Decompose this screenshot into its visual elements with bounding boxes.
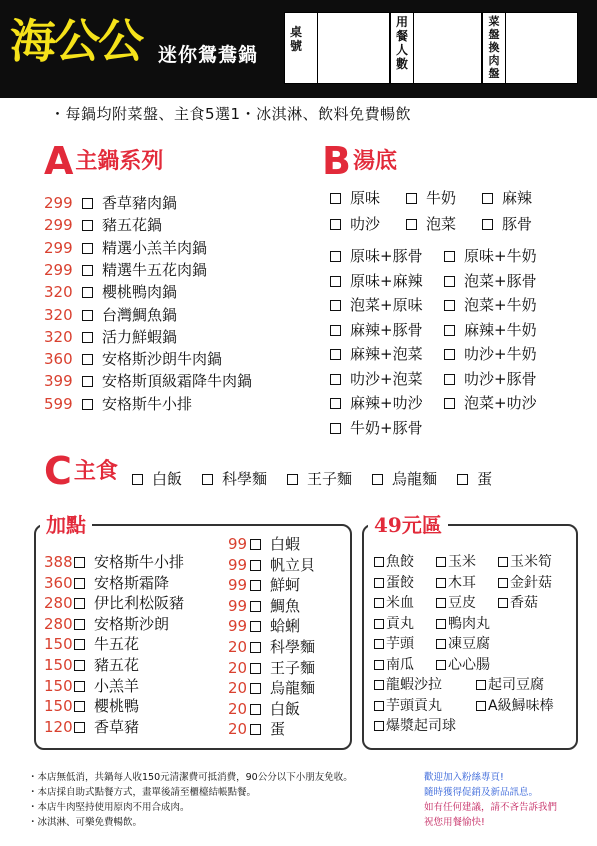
zone49-item[interactable] bbox=[476, 675, 544, 695]
checkbox[interactable] bbox=[74, 660, 85, 671]
addon-item[interactable] bbox=[44, 655, 139, 675]
staple-option[interactable] bbox=[202, 470, 267, 488]
checkbox[interactable] bbox=[330, 276, 341, 287]
broth-name: 豚骨 bbox=[502, 215, 533, 233]
checkbox[interactable] bbox=[250, 683, 261, 694]
item-name: 安格斯頂級霜降牛肉鍋 bbox=[102, 372, 253, 391]
addon-item[interactable] bbox=[228, 555, 315, 575]
item-name: 安格斯霜降 bbox=[94, 573, 170, 592]
staple-option[interactable] bbox=[132, 470, 182, 488]
item-name: 蛋餃 bbox=[386, 574, 414, 591]
broth-option[interactable] bbox=[406, 186, 456, 211]
item-price: 388 bbox=[44, 553, 73, 571]
broth-combo-option[interactable] bbox=[330, 318, 423, 343]
checkbox[interactable] bbox=[330, 300, 341, 311]
checkbox[interactable] bbox=[444, 300, 455, 311]
item-price: 399 bbox=[44, 372, 73, 391]
checkbox[interactable] bbox=[330, 398, 341, 409]
checkbox[interactable] bbox=[406, 193, 417, 204]
checkbox[interactable] bbox=[476, 701, 486, 711]
item-name: 蛤蜊 bbox=[270, 617, 301, 636]
item-name: 豬五花 bbox=[94, 656, 140, 674]
footer-note: ・本店採自助式點餐方式，畫單後請至櫃檯結帳點餐。 bbox=[28, 787, 257, 798]
addon-item[interactable] bbox=[228, 616, 300, 636]
broth-name: 原味+牛奶 bbox=[464, 247, 537, 265]
addon-item[interactable] bbox=[44, 614, 169, 634]
zone49-title: 49元區 bbox=[368, 514, 448, 536]
broth-name: 麻辣+牛奶 bbox=[464, 320, 537, 339]
broth-combo-option[interactable] bbox=[330, 367, 423, 392]
checkbox[interactable] bbox=[287, 474, 298, 485]
item-name: 科學麵 bbox=[270, 638, 316, 656]
menu-item[interactable] bbox=[44, 214, 162, 236]
staple-name: 王子麵 bbox=[307, 470, 353, 488]
item-price: 20 bbox=[228, 658, 248, 677]
checkbox[interactable] bbox=[374, 598, 384, 608]
zone49-item[interactable] bbox=[374, 614, 414, 634]
broth-option[interactable] bbox=[330, 186, 380, 211]
checkbox[interactable] bbox=[82, 265, 93, 276]
party-size-label: 用餐人數 bbox=[395, 15, 408, 71]
section-b-title: 湯底 bbox=[352, 148, 397, 174]
item-name: 豬五花鍋 bbox=[102, 216, 163, 235]
item-name: 安格斯沙朗牛肉鍋 bbox=[102, 350, 223, 369]
footer-fanpage bbox=[424, 770, 594, 830]
addon-item[interactable] bbox=[228, 637, 315, 657]
menu-item[interactable] bbox=[44, 281, 177, 303]
veg-to-meat-field[interactable] bbox=[482, 12, 578, 84]
broth-option[interactable] bbox=[482, 186, 532, 211]
checkbox[interactable] bbox=[74, 619, 85, 630]
intro-note: ・每鍋均附菜盤、主食5選1・冰淇淋、飲料免費暢飲 bbox=[50, 105, 412, 123]
broth-name: 泡菜+原味 bbox=[350, 296, 423, 314]
item-name: 香草豬肉鍋 bbox=[102, 194, 178, 212]
section-a-letter: A bbox=[44, 139, 74, 183]
checkbox[interactable] bbox=[498, 578, 508, 588]
zone49-item[interactable] bbox=[374, 655, 414, 675]
broth-combo-option[interactable] bbox=[330, 391, 423, 416]
item-name: 心心腸 bbox=[448, 656, 490, 673]
menu-item[interactable] bbox=[44, 192, 177, 214]
addon-item[interactable] bbox=[228, 699, 300, 719]
checkbox[interactable] bbox=[482, 219, 493, 230]
checkbox[interactable] bbox=[374, 701, 384, 711]
item-price: 99 bbox=[228, 617, 248, 636]
menu-item[interactable] bbox=[44, 393, 192, 415]
checkbox[interactable] bbox=[374, 578, 384, 588]
table-number-label: 桌號 bbox=[289, 25, 302, 53]
checkbox[interactable] bbox=[444, 374, 455, 385]
broth-name: 叻沙+牛奶 bbox=[464, 345, 537, 363]
zone49-item[interactable] bbox=[374, 675, 442, 695]
addon-item[interactable] bbox=[44, 676, 139, 696]
zone49-item[interactable] bbox=[374, 696, 442, 716]
item-name: A級鱘味棒 bbox=[488, 697, 554, 714]
addon-item[interactable] bbox=[44, 573, 169, 593]
broth-name: 叻沙+豚骨 bbox=[464, 369, 537, 388]
checkbox[interactable] bbox=[82, 376, 93, 387]
item-name: 精選牛五花肉鍋 bbox=[102, 260, 208, 279]
addon-item[interactable] bbox=[228, 719, 285, 739]
broth-name: 泡菜+豚骨 bbox=[464, 271, 537, 290]
broth-combo-option[interactable] bbox=[444, 342, 537, 367]
item-price: 20 bbox=[228, 638, 248, 656]
item-name: 香菇 bbox=[510, 595, 538, 611]
zone49-item[interactable] bbox=[436, 552, 476, 572]
item-name: 蛋 bbox=[270, 720, 286, 739]
staple-name: 白飯 bbox=[152, 470, 183, 488]
item-price: 280 bbox=[44, 594, 73, 613]
checkbox[interactable] bbox=[82, 354, 93, 365]
zone49-item[interactable] bbox=[476, 696, 554, 716]
staple-option[interactable] bbox=[372, 470, 437, 488]
item-name: 白飯 bbox=[270, 699, 301, 718]
zone49-item[interactable] bbox=[374, 552, 414, 572]
checkbox[interactable] bbox=[82, 399, 93, 410]
checkbox[interactable] bbox=[444, 276, 455, 287]
item-name: 起司豆腐 bbox=[488, 677, 544, 693]
section-c-title: 主食 bbox=[73, 458, 118, 484]
item-name: 王子麵 bbox=[270, 658, 316, 677]
checkbox[interactable] bbox=[444, 251, 455, 262]
broth-name: 叻沙+泡菜 bbox=[350, 369, 423, 388]
item-price: 299 bbox=[44, 194, 73, 212]
item-name: 豆皮 bbox=[448, 595, 476, 611]
item-price: 20 bbox=[228, 699, 248, 718]
staple-name: 蛋 bbox=[477, 470, 493, 488]
zone49-item[interactable] bbox=[436, 614, 490, 634]
checkbox[interactable] bbox=[82, 220, 93, 231]
checkbox[interactable] bbox=[330, 325, 341, 336]
item-name: 台灣鯛魚鍋 bbox=[102, 305, 178, 324]
item-name: 龍蝦沙拉 bbox=[386, 677, 442, 693]
zone49-item[interactable] bbox=[436, 593, 476, 613]
checkbox[interactable] bbox=[498, 557, 508, 567]
section-c-list bbox=[132, 468, 512, 489]
broth-combo-option[interactable] bbox=[330, 342, 423, 367]
menu-item[interactable] bbox=[44, 237, 207, 259]
zone49-item[interactable] bbox=[436, 573, 476, 593]
checkbox[interactable] bbox=[74, 681, 85, 692]
item-price: 99 bbox=[228, 576, 248, 595]
item-name: 玉米 bbox=[448, 554, 476, 570]
broth-name: 泡菜+牛奶 bbox=[464, 296, 537, 314]
checkbox[interactable] bbox=[436, 578, 446, 588]
staple-option[interactable] bbox=[287, 470, 352, 488]
broth-name: 原味+麻辣 bbox=[350, 271, 423, 290]
item-price: 360 bbox=[44, 573, 73, 592]
checkbox[interactable] bbox=[202, 474, 213, 485]
checkbox[interactable] bbox=[74, 701, 85, 712]
item-price: 20 bbox=[228, 720, 248, 739]
menu-item[interactable] bbox=[44, 259, 207, 281]
section-b-letter: B bbox=[322, 139, 351, 183]
item-name: 鮮蚵 bbox=[270, 576, 301, 595]
broth-combo-option[interactable] bbox=[330, 244, 423, 269]
broth-combo-option[interactable] bbox=[444, 293, 537, 318]
menu-item[interactable] bbox=[44, 304, 177, 326]
zone49-item[interactable] bbox=[436, 655, 490, 675]
item-name: 白蝦 bbox=[270, 535, 301, 553]
item-name: 安格斯牛小排 bbox=[94, 553, 185, 571]
broth-combo-option[interactable] bbox=[444, 391, 537, 416]
broth-combo-option[interactable] bbox=[444, 244, 537, 269]
footer-fanpage-line: 隨時獲得促銷及新品訊息。 bbox=[424, 787, 539, 798]
item-price: 360 bbox=[44, 350, 73, 369]
checkbox[interactable] bbox=[457, 474, 468, 485]
zone49-item[interactable] bbox=[498, 552, 552, 572]
item-name: 安格斯沙朗 bbox=[94, 614, 170, 633]
item-price: 599 bbox=[44, 394, 73, 413]
item-name: 帆立貝 bbox=[270, 555, 316, 574]
checkbox[interactable] bbox=[374, 680, 384, 690]
item-name: 南瓜 bbox=[386, 656, 414, 673]
broth-combo-option[interactable] bbox=[330, 293, 423, 318]
broth-combo-option[interactable] bbox=[330, 416, 423, 441]
checkbox[interactable] bbox=[330, 374, 341, 385]
zone49-item[interactable] bbox=[498, 593, 538, 613]
broth-name: 牛奶+豚骨 bbox=[350, 418, 423, 437]
checkbox[interactable] bbox=[374, 660, 384, 670]
broth-combo-option[interactable] bbox=[444, 318, 537, 343]
item-name: 木耳 bbox=[448, 574, 476, 591]
footer-fanpage-line: 祝您用餐愉快! bbox=[424, 817, 485, 828]
item-price: 150 bbox=[44, 635, 73, 654]
checkbox[interactable] bbox=[436, 619, 446, 629]
checkbox[interactable] bbox=[372, 474, 383, 485]
item-name: 伊比利松阪豬 bbox=[94, 594, 185, 613]
footer-note: ・冰淇淋、可樂免費暢飲。 bbox=[28, 817, 143, 828]
item-price: 299 bbox=[44, 216, 73, 235]
broth-name: 麻辣 bbox=[502, 189, 533, 207]
section-a-heading bbox=[44, 139, 164, 183]
item-name: 貢丸 bbox=[386, 615, 414, 632]
item-name: 烏龍麵 bbox=[270, 679, 316, 698]
footer-notes bbox=[28, 770, 408, 830]
menu-item[interactable] bbox=[44, 370, 252, 392]
addon-item[interactable] bbox=[44, 717, 139, 737]
checkbox[interactable] bbox=[82, 198, 93, 209]
item-price: 299 bbox=[44, 260, 73, 279]
subtitle: 迷你鴛鴦鍋 bbox=[158, 44, 259, 66]
broth-option[interactable] bbox=[330, 212, 380, 237]
checkbox[interactable] bbox=[250, 580, 261, 591]
item-name: 鴨肉丸 bbox=[448, 615, 490, 632]
item-name: 鯛魚 bbox=[270, 596, 301, 615]
item-price: 320 bbox=[44, 283, 73, 302]
zone49-item[interactable] bbox=[498, 573, 552, 593]
addon-item[interactable] bbox=[44, 696, 139, 716]
checkbox[interactable] bbox=[330, 251, 341, 262]
broth-name: 麻辣+叻沙 bbox=[350, 394, 423, 412]
table-number-field[interactable] bbox=[284, 12, 390, 84]
item-name: 精選小羔羊肉鍋 bbox=[102, 238, 208, 257]
addon-item[interactable] bbox=[44, 552, 184, 572]
broth-name: 麻辣+泡菜 bbox=[350, 345, 423, 363]
checkbox[interactable] bbox=[74, 722, 85, 733]
section-c-letter: C bbox=[44, 449, 72, 493]
section-b-heading bbox=[322, 139, 397, 183]
checkbox[interactable] bbox=[132, 474, 143, 485]
checkbox[interactable] bbox=[498, 598, 508, 608]
checkbox[interactable] bbox=[330, 349, 341, 360]
addon-item[interactable] bbox=[228, 658, 315, 678]
staple-name: 烏龍麵 bbox=[392, 470, 438, 488]
zone49-item[interactable] bbox=[374, 593, 414, 613]
checkbox[interactable] bbox=[374, 721, 384, 731]
footer-note: ・本店牛肉堅持使用原肉不用合成肉。 bbox=[28, 802, 190, 813]
item-name: 玉米筍 bbox=[510, 554, 552, 570]
item-price: 280 bbox=[44, 614, 73, 633]
addon-item[interactable] bbox=[228, 575, 300, 595]
checkbox[interactable] bbox=[250, 704, 261, 715]
broth-name: 泡菜+叻沙 bbox=[464, 394, 537, 412]
item-price: 150 bbox=[44, 676, 73, 695]
party-size-field[interactable] bbox=[390, 12, 482, 84]
checkbox[interactable] bbox=[374, 557, 384, 567]
addons-title: 加點 bbox=[40, 514, 92, 536]
menu-item[interactable] bbox=[44, 326, 177, 348]
footer-note: ・本店無低消，共鍋每人收150元清潔費可抵消費，90公分以下小朋友免收。 bbox=[28, 772, 353, 783]
item-name: 櫻桃鴨 bbox=[94, 697, 140, 716]
broth-option[interactable] bbox=[482, 212, 532, 237]
checkbox[interactable] bbox=[444, 325, 455, 336]
checkbox[interactable] bbox=[436, 639, 446, 649]
item-name: 芋頭貢丸 bbox=[386, 697, 442, 714]
item-name: 金針菇 bbox=[510, 574, 552, 591]
checkbox[interactable] bbox=[74, 557, 85, 568]
checkbox[interactable] bbox=[250, 724, 261, 735]
item-price: 99 bbox=[228, 596, 248, 615]
broth-name: 麻辣+豚骨 bbox=[350, 320, 423, 339]
footer-fanpage-line: 如有任何建議，請不吝告訴我們 bbox=[424, 802, 558, 813]
item-name: 爆漿起司球 bbox=[386, 718, 456, 734]
logo: 海公公 bbox=[10, 14, 142, 68]
broth-combo-option[interactable] bbox=[330, 269, 423, 294]
checkbox[interactable] bbox=[250, 663, 261, 674]
item-price: 20 bbox=[228, 679, 248, 698]
addon-item[interactable] bbox=[44, 634, 139, 654]
section-a-title: 主鍋系列 bbox=[75, 148, 164, 174]
checkbox[interactable] bbox=[82, 243, 93, 254]
checkbox[interactable] bbox=[374, 619, 384, 629]
checkbox[interactable] bbox=[82, 287, 93, 298]
broth-name: 原味 bbox=[350, 189, 381, 207]
zone49-item[interactable] bbox=[374, 634, 414, 654]
item-price: 320 bbox=[44, 305, 73, 324]
checkbox[interactable] bbox=[330, 423, 341, 434]
broth-combo-option[interactable] bbox=[444, 269, 537, 294]
item-price: 150 bbox=[44, 697, 73, 716]
checkbox[interactable] bbox=[250, 642, 261, 653]
broth-name: 原味+豚骨 bbox=[350, 247, 423, 265]
item-name: 安格斯牛小排 bbox=[102, 394, 193, 413]
checkbox[interactable] bbox=[436, 557, 446, 567]
zone49-item[interactable] bbox=[374, 573, 414, 593]
checkbox[interactable] bbox=[250, 560, 261, 571]
checkbox[interactable] bbox=[74, 639, 85, 650]
addon-item[interactable] bbox=[228, 596, 300, 616]
checkbox[interactable] bbox=[330, 193, 341, 204]
item-name: 米血 bbox=[386, 595, 414, 611]
checkbox[interactable] bbox=[74, 598, 85, 609]
menu-item[interactable] bbox=[44, 348, 222, 370]
item-price: 99 bbox=[228, 535, 248, 553]
item-name: 櫻桃鴨肉鍋 bbox=[102, 283, 178, 302]
staple-name: 科學麵 bbox=[222, 470, 268, 488]
checkbox[interactable] bbox=[330, 219, 341, 230]
checkbox[interactable] bbox=[74, 578, 85, 589]
item-name: 凍豆腐 bbox=[448, 636, 490, 652]
veg-to-meat-label: 菜盤換肉盤 bbox=[488, 15, 500, 80]
checkbox[interactable] bbox=[250, 621, 261, 632]
zone49-item[interactable] bbox=[374, 716, 456, 736]
broth-name: 牛奶 bbox=[426, 189, 457, 207]
checkbox[interactable] bbox=[406, 219, 417, 230]
item-name: 魚餃 bbox=[386, 554, 414, 570]
broth-option[interactable] bbox=[406, 212, 456, 237]
item-name: 牛五花 bbox=[94, 635, 140, 654]
zone49-item[interactable] bbox=[436, 634, 490, 654]
checkbox[interactable] bbox=[250, 539, 261, 550]
broth-combo-option[interactable] bbox=[444, 367, 537, 392]
addon-item[interactable] bbox=[44, 593, 184, 613]
item-name: 芋頭 bbox=[386, 636, 414, 652]
item-name: 香草豬 bbox=[94, 717, 140, 736]
footer-fanpage-line: 歡迎加入粉絲專頁! bbox=[424, 772, 504, 783]
item-price: 120 bbox=[44, 717, 73, 736]
checkbox[interactable] bbox=[374, 639, 384, 649]
addon-item[interactable] bbox=[228, 678, 315, 698]
broth-name: 泡菜 bbox=[426, 215, 457, 233]
checkbox[interactable] bbox=[250, 601, 261, 612]
checkbox[interactable] bbox=[82, 332, 93, 343]
item-price: 150 bbox=[44, 656, 73, 674]
checkbox[interactable] bbox=[482, 193, 493, 204]
addon-item[interactable] bbox=[228, 534, 300, 554]
section-c-heading bbox=[44, 449, 118, 493]
checkbox[interactable] bbox=[444, 398, 455, 409]
item-name: 活力鮮蝦鍋 bbox=[102, 327, 178, 346]
checkbox[interactable] bbox=[436, 660, 446, 670]
staple-option[interactable] bbox=[457, 470, 492, 488]
checkbox[interactable] bbox=[444, 349, 455, 360]
item-price: 99 bbox=[228, 555, 248, 574]
item-price: 299 bbox=[44, 238, 73, 257]
checkbox[interactable] bbox=[476, 680, 486, 690]
item-price: 320 bbox=[44, 327, 73, 346]
broth-name: 叻沙 bbox=[350, 215, 381, 233]
checkbox[interactable] bbox=[436, 598, 446, 608]
checkbox[interactable] bbox=[82, 310, 93, 321]
item-name: 小羔羊 bbox=[94, 676, 140, 695]
